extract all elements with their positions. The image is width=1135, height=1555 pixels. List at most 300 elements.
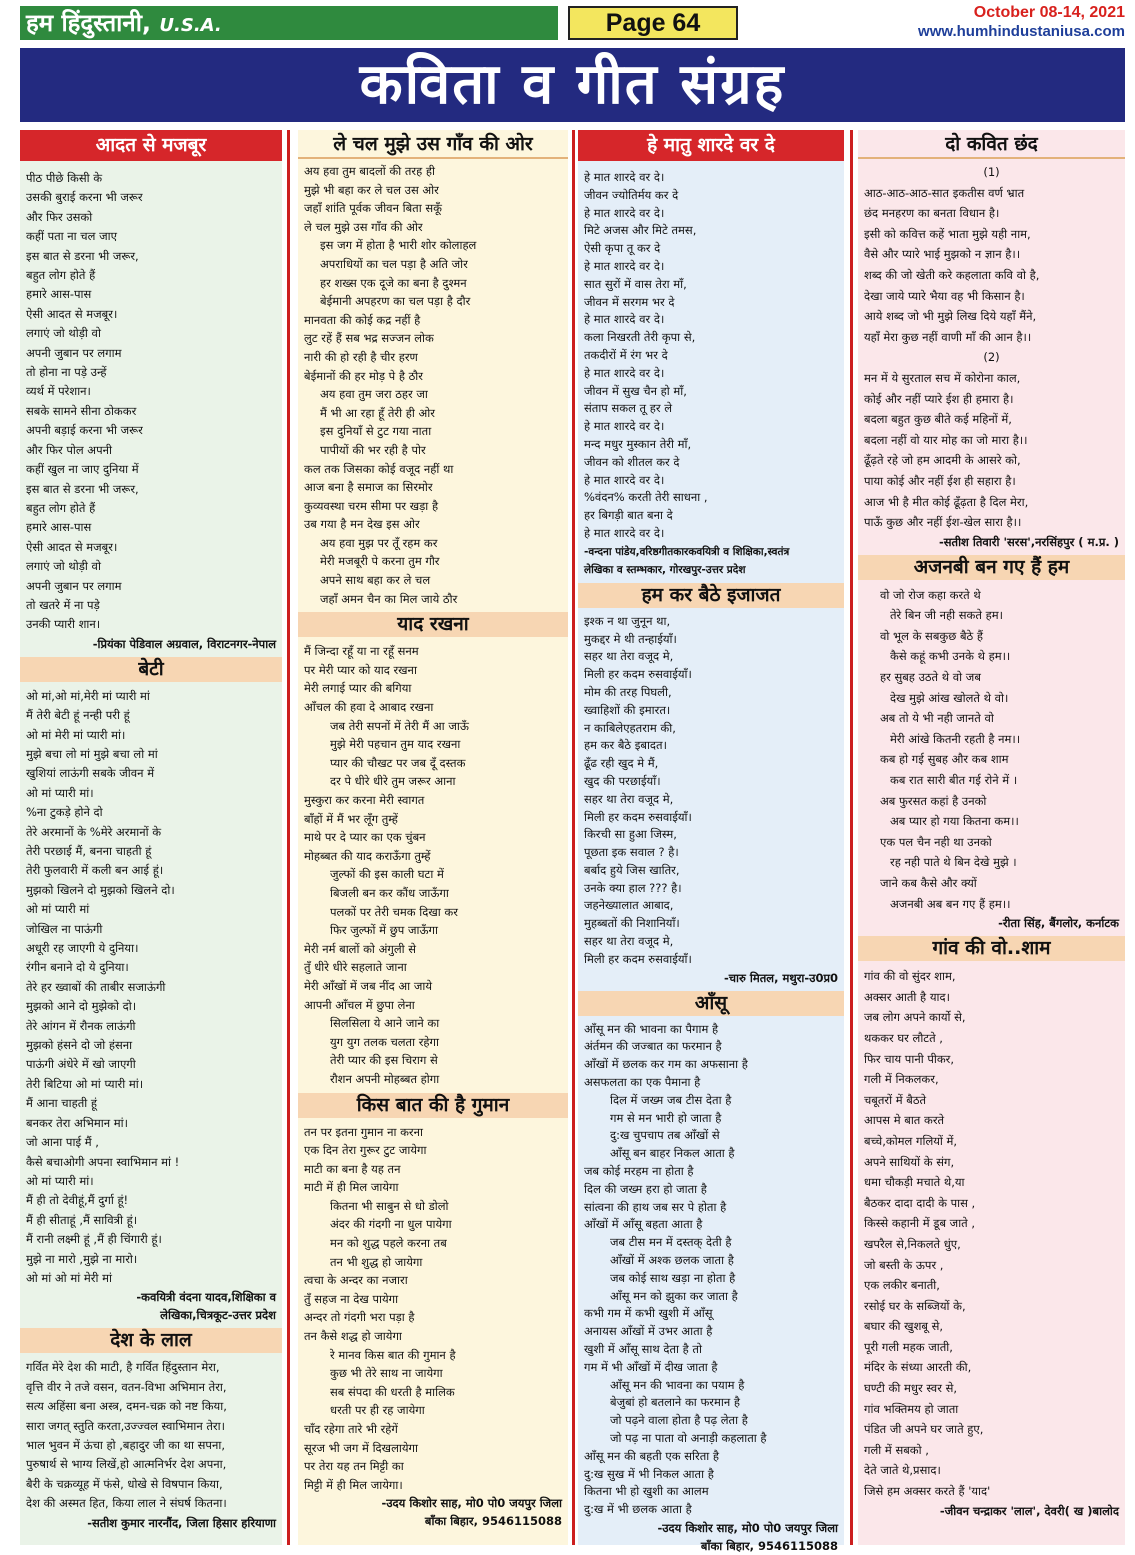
poem-line: आपनी आँचल में छुपा लेना <box>304 997 415 1012</box>
poem-line: मैं ही तो देवीहूं,मैं दुर्गा हूं! <box>26 1193 129 1208</box>
poem-line: आपस मे बात करते <box>864 1113 945 1128</box>
poem-line: मंदिर के संध्या आरती की, <box>864 1360 972 1375</box>
poem-body <box>298 642 568 1088</box>
poem-line: मुझको हंसने दो जो हंसना <box>26 1038 133 1053</box>
poem-line: जिसे हम अक्सर करते हैं 'याद' <box>864 1484 991 1499</box>
poem-line: आँसू मन की बहती एक सरिता है <box>584 1448 720 1463</box>
poem-line: बैरी के चक्रव्यूह में फंसे, धोखे से विषपान किया, <box>26 1476 223 1491</box>
poem-line: तुँ सहज ना देख पायेगा <box>304 1291 399 1306</box>
poem-line: और फिर पोल अपनी <box>26 442 112 457</box>
poem-line: मन में ये सुरताल सच में कोरोना काल, <box>864 370 1021 385</box>
poem-line: देख मुझे आंख खोलते थे वो। <box>890 690 1009 705</box>
poem-line: जब कोई मरहम ना होता है <box>584 1164 694 1179</box>
poem-line: न काबिलेएहतराम की, <box>584 720 676 735</box>
poem-line: अपने साथ बहा कर ले चल <box>320 573 431 588</box>
poem-line: फिर जुल्फों में छुप जाऊँगा <box>330 923 438 938</box>
poem-line: पंडित जी अपने घर जाते हुए, <box>864 1422 984 1437</box>
poem-line: तन कैसे शद्ध हो जायेगा <box>304 1329 402 1344</box>
poem-line: उनके क्या हाल ??? है। <box>584 880 682 895</box>
poem-line: मोम की तरह पिघली, <box>584 684 672 699</box>
poem-line: आँखों में अश्क छलक जाता है <box>610 1253 734 1268</box>
poem-line: मुझको आने दो मुझेको दो। <box>26 999 137 1014</box>
poem-line: पलकों पर तेरी चमक दिखा कर <box>330 904 458 919</box>
poem-line: गर्वित मेरे देश की माटी, है गर्वित हिंदुस्तान मेरा, <box>26 1360 220 1375</box>
poem-line: जो बस्ती के ऊपर , <box>864 1257 944 1272</box>
poem-line: तेरी बिटिया ओ मां प्यारी मां। <box>26 1076 144 1091</box>
poem-line: आँसू बन बाहर निकल आता है <box>610 1146 735 1161</box>
poem-line: उनकी प्यारी शान। <box>26 617 101 632</box>
poem-line: लुट रहें हैं सब भद्र सज्जन लोक <box>304 331 434 346</box>
poem-line: मैं भी आ रहा हूँ तेरी ही ओर <box>320 405 435 420</box>
page-header <box>20 4 1125 42</box>
brand-name: हम हिंदुस्तानी, <box>26 9 152 37</box>
poem-line: कहीं पता ना चल जाए <box>26 229 117 244</box>
poem-line: दु:ख चुपचाप तब आँखों से <box>610 1128 720 1143</box>
poem-line: गली में सबको , <box>864 1442 929 1457</box>
poem-author: -प्रियंका पेडिवाल अग्रवाल, विराटनगर-नेपाल <box>92 636 276 651</box>
poem-line: गम से मन भारी हो जाता है <box>610 1110 722 1125</box>
poem-line: सब संपदा की धरती है मालिक <box>330 1384 455 1399</box>
poem-line: मिली हर कदम रुसवाईयाँ। <box>584 951 692 966</box>
column-4 <box>858 130 1125 1545</box>
poem-author: -उदय किशोर साह, मो0 पो0 जयपुर जिला <box>657 1520 838 1535</box>
poem-line: मुकद्दर मे थी तन्हाईयाँ। <box>584 631 677 646</box>
poem-line: जुल्फों की इस काली घटा में <box>330 867 444 882</box>
poem-line: बाँहों में मैं भर लूँग तुम्हें <box>304 811 398 826</box>
poem-line: कितना भी हो खुशी का आलम <box>584 1484 709 1499</box>
poem-line: त्वचा के अन्दर का नजारा <box>304 1273 408 1288</box>
poem-line: आठ-आठ-आठ-सात इकतीस वर्ण भ्रात <box>864 185 1025 200</box>
poem-title: ले चल मुझे उस गाँव की ओर <box>298 132 568 159</box>
poem-line: हे मात शारदे वर दे। <box>584 525 665 540</box>
poem-line: तकदीरों में रंग भर दे <box>584 347 668 362</box>
poem-line: हे मात शारदे वर दे। <box>584 419 665 434</box>
poem-line: ऐसी कृपा तू कर दे <box>584 241 661 256</box>
poem-line: इसी को कवित्त कहें भाता मुझे यही नाम, <box>864 226 1031 241</box>
poem-line: चबूतरों में बैठते <box>864 1092 927 1107</box>
poem-line: मोहब्बत की याद कराऊँगा तुम्हें <box>304 848 431 863</box>
poem-line: थककर घर लौटते , <box>864 1030 943 1045</box>
poem-line: हे मात शारदे वर दे। <box>584 205 665 220</box>
poem-line: दु:ख सुख में भी निकल आता है <box>584 1466 714 1481</box>
poem-author: -सतीश कुमार नारनौंद, जिला हिसार हरियाणा <box>87 1515 276 1530</box>
poem-line: हे मात शारदे वर दे। <box>584 472 665 487</box>
poem-line: दर पे धीरे धीरे तुम जरूर आना <box>330 774 456 789</box>
poem-line: जहाँ शांति पूर्वक जीवन बिता सकूँ <box>304 201 442 216</box>
poem-line: जो पढ़ने वाला होता है पढ़ लेता है <box>610 1413 748 1428</box>
poem-line: कोई और नहीं प्यारे ईश ही हमारा है। <box>864 391 1014 406</box>
poem-body <box>858 162 1125 533</box>
poem-line: जो पढ़ ना पाता वो अनाड़ी कहलाता है <box>610 1431 767 1445</box>
poem-line: हे मात शारदे वर दे। <box>584 258 665 273</box>
poem-line: वृत्ति वीर ने तजे वसन, वतन-विभा अभिमान तेरा, <box>26 1379 227 1394</box>
poem-title: हम कर बैठे इजाजत <box>578 583 844 608</box>
poem-line: युग युग तलक चलता रहेगा <box>330 1034 439 1049</box>
poem-author: -जीवन चन्द्राकर 'लाल', देवरी( ख )बालोद <box>939 1503 1119 1518</box>
column-divider <box>850 130 853 1545</box>
poem-title: देश के लाल <box>20 1328 282 1353</box>
poem-line: बच्चे,कोमल गलियों में, <box>864 1133 958 1148</box>
poem-line: अंदर की गंदगी ना धुल पायेगा <box>330 1217 452 1232</box>
poem-line: कैसे कहूं कभी उनके थे हम।। <box>890 649 1011 664</box>
poem-line: मन को शुद्ध पहले करना तब <box>330 1236 447 1251</box>
poem-author: लेखिका,चित्रकूट-उत्तर प्रदेश <box>160 1308 276 1323</box>
poem-line: उब गया है मन देख इस ओर <box>304 517 420 532</box>
poem-line: आँखों में आँसू बहता आता है <box>584 1217 703 1232</box>
poem-line: अक्सर आती है याद। <box>864 989 950 1004</box>
poem-line: खुशियां लाऊंगी सबके जीवन में <box>26 766 155 781</box>
column-2 <box>298 130 568 1545</box>
poem-line: तेरी प्यार की इस चिराग से <box>330 1053 438 1068</box>
poem-line: मेरी लगाई प्यार की बगिया <box>304 681 412 696</box>
poem-body <box>858 966 1125 1501</box>
poem-body <box>298 1123 568 1495</box>
poem-line: आज बना है समाज का सिरमोर <box>304 480 433 495</box>
poem-line: यहाँ मेरा कुछ नहीं वाणी माँ की आन है।। <box>864 329 1032 344</box>
poem-line: जो आना पाई मैं , <box>26 1135 99 1150</box>
poem-line: बदला नहीं वो यार मोह का जो मारा है।। <box>864 432 1028 447</box>
poem-line: किरची सा हुआ जिस्म, <box>584 827 677 842</box>
poem-line: कला निखरती तेरी कृपा से, <box>584 330 696 345</box>
poem-line: देखा जाये प्यारे भैया वह भी किसान है। <box>864 288 1025 303</box>
poem-line: मुझे बचा लो मां मुझे बचा लो मां <box>26 746 158 761</box>
poem-line: पर तेरा यह तन मिट्टी का <box>304 1459 404 1474</box>
poem-line: सहर था तेरा वजूद मे, <box>584 649 674 664</box>
poem-line: ओ मां प्यारी मां। <box>26 1173 94 1188</box>
poem-line: आँसू मन को झुका कर जाता है <box>610 1288 738 1303</box>
poem-line: देते जाते थे,प्रसाद। <box>864 1463 941 1478</box>
poem-line: मैं रानी लक्ष्मी हूं ,मैं ही चिंगारी हूं। <box>26 1232 162 1247</box>
poem-line: तेरे आंगन में रौनक लाऊंगी <box>26 1018 136 1033</box>
poem-line: सबके सामने सीना ठोककर <box>26 403 137 418</box>
poem-line: ओ मां ओ मां मेरी मां <box>26 1270 112 1285</box>
poem-line: मैं तेरी बेटी हूं नन्ही परी हूं <box>26 708 130 723</box>
poem-line: सहर था तेरा वजूद मे, <box>584 791 674 806</box>
poem-line: जब टीस मन में दस्तक् देती है <box>610 1235 732 1250</box>
poem-line: अपनी बड़ाई करना भी जरूर <box>26 423 143 438</box>
poem-author: बाँका बिहार, 9546115088 <box>700 1538 838 1553</box>
poem-line: जहनेख्यालात आबाद, <box>584 898 674 913</box>
poem-line: आये शब्द जो भी मुझे लिख दिये यहाँ मैंने, <box>864 309 1037 324</box>
poem-line: बहुत लोग होते हैं <box>26 268 96 283</box>
poem-line: आँसू मन की भावना का पैगाम है <box>584 1021 719 1036</box>
poem-line: हर सुबह उठते थे वो जब <box>880 670 981 685</box>
poem-line: बेईमानों की हर मोड़ पे है ठौर <box>304 368 423 383</box>
poem-line: वो जो रोज कहा करते थे <box>880 587 981 602</box>
poem-line: खुशी में आँसू साथ देता है तो <box>584 1342 702 1357</box>
poem-title: आदत से मजबूर <box>20 130 282 161</box>
poem-line: माटी में ही मिल जायेगा <box>304 1180 399 1195</box>
poem-line: ऐसी आदत से मजबूर। <box>26 539 118 554</box>
poem-line: वो भूल के सबकुछ बैठे हैं <box>880 628 983 643</box>
poem-line: ओ मां प्यारी मां। <box>26 785 94 800</box>
poem-line: ओ मां,ओ मां,मेरी मां प्यारी मां <box>26 688 150 703</box>
poem-line: मन्द मधुर मुस्कान तेरी माँ, <box>584 436 692 451</box>
poem-line: मिली हर कदम रुसवाईयाँ। <box>584 809 692 824</box>
poem-line: बदला बहुत कुछ बीते कई महिनों में, <box>864 412 1012 427</box>
poem-line: किस्से कहानी में डूब जाते , <box>864 1216 976 1231</box>
poem-line: सांत्वना की हाथ जब सर पे होता है <box>584 1199 727 1214</box>
poem-line: जब कोई साथ खड़ा ना होता है <box>610 1270 736 1285</box>
poem-line: धरती पर ही रह जायेगा <box>330 1403 425 1418</box>
poem-line: अब तो ये भी नही जानते वो <box>880 711 994 726</box>
poem-line: ख्वाहिशों की इमारत। <box>584 702 671 717</box>
poem-title: हे मातु शारदे वर दे <box>578 130 844 161</box>
poem-line: तन भी शुद्ध हो जायेगा <box>330 1254 423 1269</box>
poem-line: सिलसिला ये आने जाने का <box>330 1016 440 1031</box>
poem-line: माटी का बना है यह तन <box>304 1161 401 1176</box>
poem-line: हमारे आस-पास <box>26 520 92 535</box>
poem-line: पाऊँ कुछ और नहीं ईश-खेल सारा है।। <box>864 515 1022 530</box>
poem-line: हे मात शारदे वर दे। <box>584 365 665 380</box>
poem-line: इस जग में होता है भारी शोर कोलाहल <box>320 238 477 253</box>
poem-line: मिटे अजस और मिटे तमस, <box>584 223 697 238</box>
poem-line: जहाँ अमन चैन का मिल जाये ठौर <box>320 591 458 606</box>
poem-line: जीवन को शीतल कर दे <box>584 454 680 469</box>
poem-line: आज भी है मीत कोई ढूँढ़ता है दिल मेरा, <box>864 494 1029 509</box>
poem-line: अधूरी रह जाएगी ये दुनिया। <box>26 941 139 956</box>
poem-line: चाँद रहेगा तारे भी रहेगें <box>304 1422 398 1436</box>
poem-line: कब रात सारी बीत गई रोने में । <box>890 773 1018 788</box>
page-banner-title: कविता व गीत संग्रह <box>20 48 1125 122</box>
poem-line: रंगीन बनाने दो ये दुनिया। <box>26 960 129 975</box>
poem-line: रसोई घर के सब्जियों के, <box>864 1298 966 1313</box>
poem-line: उसकी बुराई करना भी जरूर <box>26 190 143 205</box>
poem-line: मुझे ना मारो ,मुझे ना मारो। <box>26 1251 138 1266</box>
poem-body <box>578 1021 844 1519</box>
poem-line: बहुत लोग होते हैं <box>26 500 96 515</box>
poem-line: लगाएं जो थोड़ी वो <box>26 559 101 574</box>
poem-line: पापीयों की भर रही है पोर <box>320 442 426 457</box>
poem-line: गांव की वो सुंदर शाम, <box>864 969 956 984</box>
poem-line: मानवता की कोई कद्र नहीं है <box>304 312 421 327</box>
poem-line: तो खतरे में ना पड़े <box>26 597 100 612</box>
poem-line: ढूँढ़ते रहे जो हम आदमी के आसरे को, <box>864 453 1021 468</box>
poem-line: फिर चाय पानी पीकर, <box>864 1051 955 1066</box>
poem-line: पीठ पीछे किसी के <box>26 171 103 185</box>
page-number: Page 64 <box>568 6 738 40</box>
poem-line: बेईमानी अपहरण का चल पड़ा है दौर <box>320 294 471 309</box>
poem-line: अन्दर तो गंदगी भरा पड़ा है <box>304 1310 415 1325</box>
poem-line: पाऊंगी अंधेरे में खो जाएगी <box>26 1057 136 1072</box>
poem-line: इस दुनियाँ से टुट गया नाता <box>320 424 432 439</box>
poem-line: मुस्कुरा कर करना मेरी स्वागत <box>304 793 425 807</box>
poem-line: रौशन अपनी मोहब्बत होगा <box>330 1071 440 1086</box>
brand-suffix: U.S.A. <box>159 15 222 36</box>
poem-line: हर बिगड़ी बात बना दे <box>584 508 673 523</box>
poem-line: भाल भुवन में ऊंचा हो ,बहादुर जी का था सपना, <box>26 1437 225 1452</box>
poem-line: लगाएं जो थोड़ी वो <box>26 326 101 341</box>
poem-line: बैठकर दादा दादी के पास , <box>864 1195 976 1210</box>
poem-line: %ना टुकड़े होने दो <box>26 805 103 820</box>
poem-title: अजनबी बन गए हैं हम <box>858 555 1125 580</box>
poem-body <box>858 585 1125 915</box>
column-1 <box>20 130 282 1545</box>
poem-line: मिली हर कदम रुसवाईयाँ। <box>584 667 692 682</box>
poem-line: बघार की खुशबू से, <box>864 1319 944 1334</box>
poem-body <box>298 162 568 608</box>
poem-line: इस बात से डरना भी जरूर, <box>26 481 139 496</box>
poem-line: जीवन ज्योतिर्मय कर दे <box>584 187 679 202</box>
poem-body <box>20 687 282 1289</box>
poem-line: पर मेरी प्यार को याद रखना <box>304 662 417 677</box>
poem-line: दिल की जख्म हरा हो जाता है <box>584 1181 707 1196</box>
poem-line: गली में निकलकर, <box>864 1072 939 1087</box>
poem-line: तेरी फुलवारी में कली बन आई हूं। <box>26 863 164 878</box>
poem-line: व्यर्थ में परेशान। <box>26 384 91 399</box>
column-3 <box>578 130 844 1553</box>
poem-body <box>20 169 282 635</box>
poem-line: अब प्यार हो गया कितना कम।। <box>890 814 1019 829</box>
poem-line: सारा जगत् स्तुति करता,उज्ज्वल स्वाभिमान तेरा। <box>26 1418 225 1433</box>
poem-line: हे मात शारदे वर दे। <box>584 170 665 184</box>
poem-author: लेखिका व स्तम्भकार, गोरखपुर-उत्तर प्रदेश <box>584 563 746 576</box>
poem-line: गांव भक्तिमय हो जाता <box>864 1401 959 1416</box>
poem-line: मेरी मजबूरी पे करना तुम गौर <box>320 554 440 569</box>
poem-line: तेरे हर ख्वाबों की ताबीर सजाऊंगी <box>26 979 166 994</box>
poem-line: अय हवा मुझ पर तूँ रहम कर <box>320 535 438 550</box>
poem-line: मुझे भी बहा कर ले चल उस ओर <box>304 182 439 197</box>
poem-line: बनकर तेरा अभिमान मां। <box>26 1115 128 1130</box>
poem-line: कहीं खुल ना जाए दुनिया में <box>26 462 139 477</box>
poem-line: अपनी जुबान पर लगाम <box>26 345 122 360</box>
poem-line: तेरे बिन जी नही सकते हम। <box>890 608 1003 623</box>
poem-author: -सतीश तिवारी 'सरस',नरसिंहपुर ( म.प्र. ) <box>938 534 1119 549</box>
poem-line: ओ मां मेरी मां प्यारी मां। <box>26 727 126 742</box>
issue-date: October 08-14, 2021 <box>973 4 1125 21</box>
publication-brand <box>20 6 558 40</box>
poem-author: -चारु मितल, मथुरा-उ0प्र0 <box>723 970 838 985</box>
poem-line: ऐसी आदत से मजबूर। <box>26 306 118 321</box>
poem-line: बर्बाद हुये जिस खातिर, <box>584 862 680 877</box>
poem-line: असफलता का एक पैमाना है <box>584 1075 701 1090</box>
poem-line: छंद मनहरण का बनता विधान है। <box>864 206 1000 221</box>
poem-author: बाँका बिहार, 9546115088 <box>424 1514 562 1529</box>
poem-line: देश की अस्मत हित, किया लाल ने संघर्ष कितना। <box>26 1496 227 1511</box>
poem-line: कुव्यवस्था चरम सीमा पर खड़ा है <box>304 498 439 513</box>
poem-line: जीवन में सरगम भर दे <box>584 294 675 309</box>
poem-line: मिट्टी में ही मिल जायेगा। <box>304 1477 403 1492</box>
poem-line: तुँ धीरे धीरे सहलाते जाना <box>304 960 407 975</box>
poem-line: (1) <box>983 165 1000 179</box>
poem-line: तेरी परछाई मैं, बनना चाहती हूं <box>26 844 152 858</box>
poem-line: तो होना ना पड़े उन्हें <box>26 365 107 380</box>
poem-line: हमारे आस-पास <box>26 287 92 302</box>
poem-line: रे मानव किस बात की गुमान है <box>330 1347 456 1362</box>
poem-line: पाया कोई और नहीं ईश ही सहारा है। <box>864 473 1016 488</box>
poem-body <box>20 1358 282 1513</box>
poem-line: अब फुरसत कहां है उनको <box>880 793 987 808</box>
poem-line: मुहब्बतों की निशानियाँ। <box>584 916 680 931</box>
poem-title: आँसू <box>578 991 844 1016</box>
poem-line: मेरी आँखों में जब नींद आ जाये <box>304 978 433 993</box>
poem-line: कैसे बचाओगी अपना स्वाभिमान मां ! <box>26 1154 180 1169</box>
poem-line: सात सुरों में वास तेरा माँ, <box>584 276 687 291</box>
poem-line: सत्य अहिंसा बना अस्त्र, दमन-चक्र को नष्ट किया, <box>26 1399 227 1414</box>
poem-body <box>578 613 844 969</box>
poem-line: अपने साथियों के संग, <box>864 1154 955 1169</box>
poem-line: तेरे अरमानों के %मेरे अरमानों के <box>26 824 162 839</box>
poem-line: मैं ही सीताहूं ,मैं सावित्री हूं। <box>26 1212 138 1227</box>
poem-line: दिल में जख्म जब टीस देता है <box>610 1092 732 1107</box>
poem-line: ले चल मुझे उस गाँव की ओर <box>304 219 423 234</box>
poem-line: मैं जिन्दा रहूँ या ना रहूँ सनम <box>304 644 419 659</box>
poem-line: दु:ख में भी छलक आता है <box>584 1502 692 1517</box>
poem-line: गम में भी आँखों में दीख जाता है <box>584 1359 718 1374</box>
poem-line: मेरी आंखे कितनी रहती है नम।। <box>890 731 1021 746</box>
poem-line: जब तेरी सपनों में तेरी मैं आ जाऊँ <box>330 718 469 733</box>
poem-line: और फिर उसको <box>26 209 93 224</box>
poem-line: मैं आना चाहती हूं <box>26 1096 97 1111</box>
poem-line: हर शख्स एक दूजे का बना है दुश्मन <box>320 275 467 290</box>
poem-line: कभी गम में कभी खुशी में आँसू <box>584 1306 713 1321</box>
poem-author: -वन्दना पांडेय,वरिष्ठगीतकारकवयित्री व शिक्षिका,स्वतंत्र <box>584 545 790 558</box>
poem-line: अपराधियों का चल पड़ा है अति जोर <box>320 256 468 271</box>
poem-line: आँसू मन की भावना का पयाम है <box>610 1377 745 1392</box>
poem-line: अपनी जुबान पर लगाम <box>26 578 122 593</box>
poem-title: याद रखना <box>298 612 568 637</box>
poem-line: अनायस आँखों में उभर आता है <box>584 1324 713 1339</box>
poem-line: वैसे और प्यारे भाई मुझको न ज्ञान है।। <box>864 247 1021 262</box>
poem-line: आँखों में छलक कर गम का अफसाना है <box>584 1057 748 1072</box>
poem-line: धमा चौकड़ी मचाते थे,या <box>864 1175 965 1190</box>
poem-line: माथे पर दे प्यार का एक चुंबन <box>304 830 426 845</box>
poem-line: शब्द की जो खेती करे कहलाता कवि वो है, <box>864 267 1040 282</box>
poem-line: कुछ भी तेरे साथ ना जायेगा <box>330 1366 443 1381</box>
poem-line: बिजली बन कर कौंध जाऊँगा <box>330 885 449 900</box>
poem-title: दो कवित छंद <box>858 132 1125 159</box>
poem-line: जाने कब कैसे और क्यों <box>880 876 977 890</box>
poem-line: मेरी नर्म बालों को अंगुली से <box>304 941 417 956</box>
poem-line: अय हवा तुम बादलों की तरह ही <box>304 164 435 178</box>
poem-title: किस बात की है गुमान <box>298 1093 568 1118</box>
poem-line: कल तक जिसका कोई वजूद नहीं था <box>304 461 454 476</box>
poem-line: जीवन में सुख चैन हो माँ, <box>584 383 687 398</box>
poem-line: हम कर बैठे इबादत। <box>584 738 667 753</box>
poem-line: कितना भी साबुन से धो डोलो <box>330 1198 449 1213</box>
poem-line: एक लकीर बनाती, <box>864 1278 940 1293</box>
poem-author: -कवयित्री वंदना यादव,शिक्षिका व <box>136 1290 276 1305</box>
poem-line: जोखिल ना पाऊंगी <box>26 921 103 936</box>
poem-line: प्यार की चौखट पर जब दूँ दस्तक <box>330 755 466 770</box>
poem-line: तन पर इतना गुमान ना करना <box>304 1124 423 1139</box>
poem-author: -उदय किशोर साह, मो0 पो0 जयपुर जिला <box>381 1496 562 1511</box>
poem-line: ढूँढ रही खुद मे मैं, <box>584 756 659 771</box>
poem-line: हे मात शारदे वर दे। <box>584 312 665 327</box>
poem-line: पूरी गली महक जाती, <box>864 1339 953 1354</box>
poem-line: अय हवा तुम जरा ठहर जा <box>320 387 428 402</box>
poem-title: बेटी <box>20 657 282 682</box>
poem-line: एक पल चैन नही था उनको <box>880 834 992 849</box>
poem-line: इस बात से डरना भी जरूर, <box>26 248 139 263</box>
column-divider <box>287 130 290 1545</box>
poem-line: नारी की हो रही है चीर हरण <box>304 349 418 364</box>
poem-line: पुरुषार्थ से भाग्य लिखें,हो आत्मनिर्भर देश अपना, <box>26 1457 227 1472</box>
poem-line: (2) <box>983 350 1000 365</box>
poem-line: सहर था तेरा वजूद मे, <box>584 934 674 949</box>
poem-author: -रीता सिंह, बैंगलोर, कर्नाटक <box>998 916 1119 931</box>
poem-line: खुद की परछाईयाँ। <box>584 773 661 788</box>
website-link[interactable]: www.humhindustaniusa.com <box>918 23 1125 40</box>
poem-line: इश्क न था जुनून था, <box>584 613 671 628</box>
poem-line: घण्टी की मधुर स्वर से, <box>864 1381 957 1396</box>
column-divider <box>572 130 575 1545</box>
poem-line: मुझको खिलने दो मुझको खिलने दो। <box>26 882 175 897</box>
poem-line: बेजुबां हो बतलाने का फरमान है <box>610 1395 741 1410</box>
poem-line: संताप सकल तू हर ले <box>584 401 673 416</box>
poem-line: खपरैल से,निकलते धुंए, <box>864 1236 961 1251</box>
poem-line: ओ मां प्यारी मां <box>26 902 90 917</box>
